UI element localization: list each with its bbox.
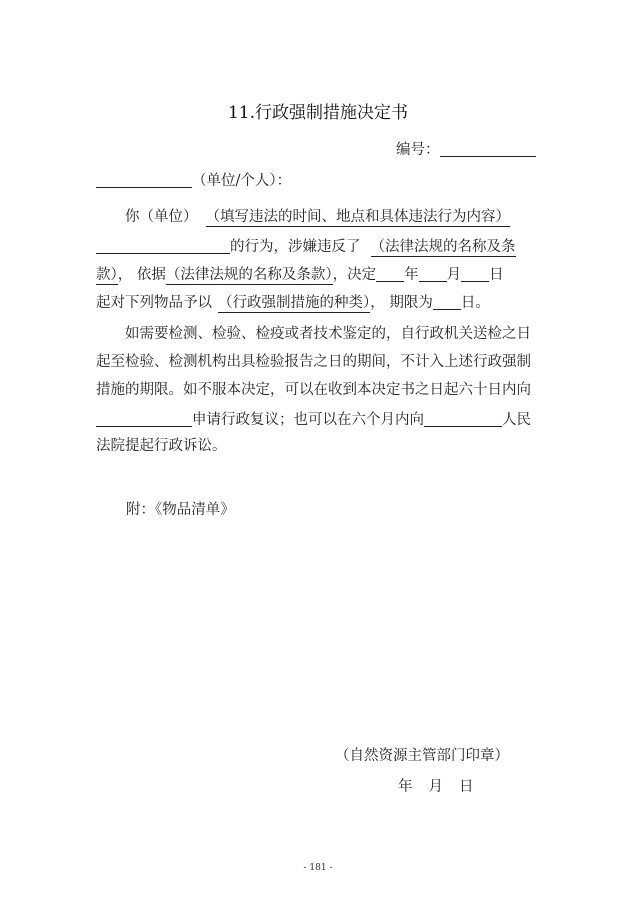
p1-text: ，决定 <box>332 267 377 283</box>
p1-line-3 <box>96 265 504 283</box>
seal-text: （自然资源主管部门印章） <box>335 748 509 764</box>
number-line <box>396 140 536 158</box>
month-blank <box>419 265 447 282</box>
date-year-label: 年 <box>398 779 413 795</box>
page-number: - 181 - <box>303 863 333 873</box>
p2-line-5: 法院提起行政诉讼。 <box>96 438 227 454</box>
p2-text: 申请行政复议；也可以在六个月内向 <box>192 412 424 428</box>
term-blank <box>433 293 461 310</box>
month-label: 月 <box>446 267 462 283</box>
law-fill: （法律法规的名称及条 <box>370 239 516 255</box>
p1-text: 起对下列物品予以 <box>96 295 212 311</box>
p1-line-1 <box>125 209 510 225</box>
violation-fill: （填写违法的时间、地点和具体违法行为内容） <box>205 209 510 225</box>
recipient-suffix: （单位/个人）： <box>192 173 292 189</box>
p2-text: 人民 <box>502 412 531 428</box>
day-blank <box>461 265 489 282</box>
day-label: 日 <box>489 267 504 283</box>
p1-text: ， 依据 <box>117 267 166 283</box>
p1-text: 你（单位） <box>125 209 198 225</box>
p1-text: 的行为，涉嫌违反了 <box>230 239 361 255</box>
p2-line-4 <box>96 410 531 428</box>
review-agency-blank <box>96 410 192 427</box>
law-fill-cont: 款） <box>96 267 118 283</box>
court-blank <box>424 410 502 427</box>
p2-line-1: 如需要检测、检验、检疫或者技术鉴定的，自行政机关送检之日 <box>125 326 531 342</box>
p1-line-2 <box>96 237 516 255</box>
p1-text: 日。 <box>460 295 490 311</box>
signature-date <box>398 779 474 795</box>
p1-line-4 <box>96 293 490 311</box>
p2-line-2: 起至检验、检测机构出具检验报告之日的期间，不计入上述行政强制 <box>96 354 531 370</box>
year-label: 年 <box>404 267 419 283</box>
date-day-label: 日 <box>459 779 474 795</box>
recipient-line <box>96 171 291 189</box>
number-blank <box>440 140 536 157</box>
basis-fill: （法律法规的名称及条款） <box>165 267 333 283</box>
date-month-label: 月 <box>428 779 443 795</box>
measure-type-fill: （行政强制措施的种类） <box>218 295 371 311</box>
year-blank <box>376 265 404 282</box>
party-blank <box>96 237 230 254</box>
document-title: 11.行政强制措施决定书 <box>227 103 409 123</box>
p1-text: ， 期限为 <box>370 295 433 311</box>
number-label: 编号： <box>396 142 440 158</box>
attachment-line: 附：《物品清单》 <box>126 502 235 518</box>
recipient-blank <box>96 171 192 188</box>
p2-line-3: 措施的期限。如不服本决定，可以在收到本决定书之日起六十日内向 <box>96 382 531 398</box>
